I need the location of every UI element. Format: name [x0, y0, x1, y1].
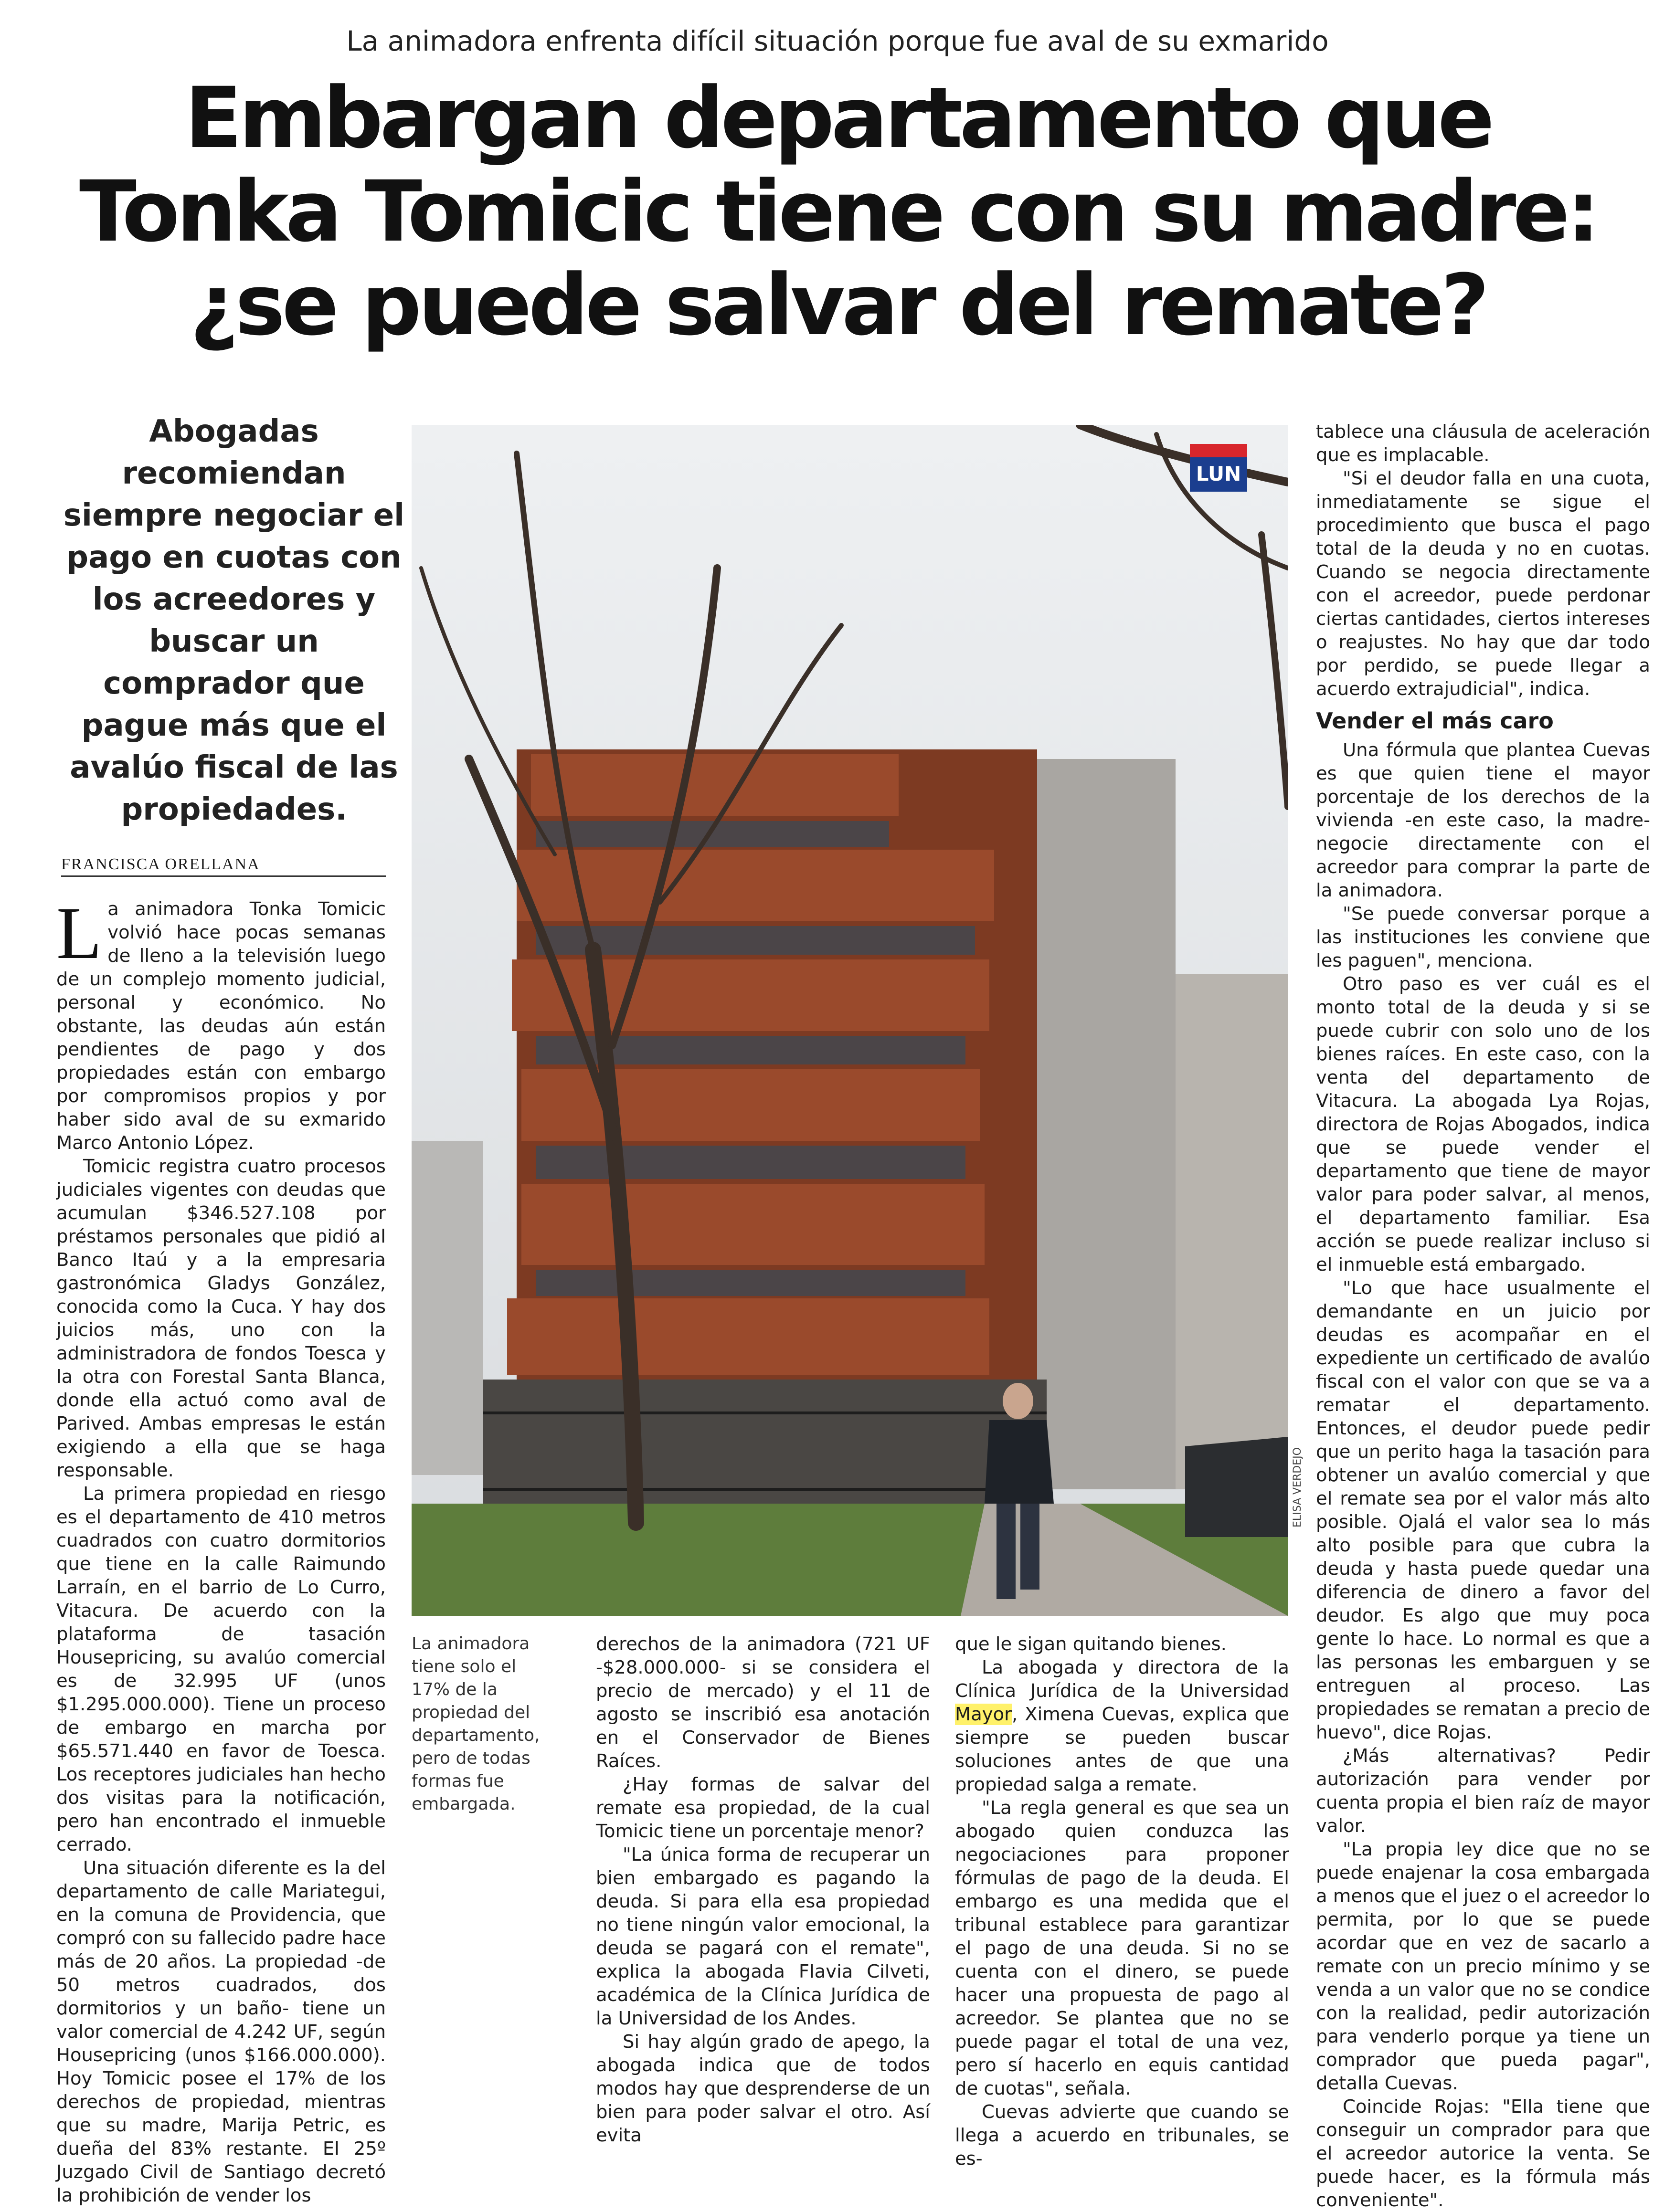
paragraph: La primera propiedad en riesgo es el departamento de 410 metros cuadrados con cuatro dormitorios que tiene en la calle Raimundo Larraín, en el barrio de Lo Curro, Vitacura. De acuerdo con la plataforma de tasación Housepricing, su avalúo comercial es de 32.995 UF (unos $1.295.000.000). Tiene un proceso de embargo en marcha por $65.571.440 en favor de Toesca. Los receptores judiciales han hecho dos visitas para la notificación, pero han encontrado el inmueble cerrado. — [56, 1483, 386, 1855]
paragraph: "La propia ley dice que no se puede enajenar la cosa embargada a menos que el juez o el acreedor lo permita, por lo que se puede acordar que en vez de sacarlo a remate con un precio mínimo y se venda a un valor que no se condice con la realidad, pedir autorización para venderlo porque ya tiene un comprador que pueda pagar", detalla Cuevas. — [1316, 1839, 1650, 2094]
kicker: La animadora enfrenta difícil situación porque fue aval de su exmarido — [346, 25, 1329, 57]
byline: FRANCISCA ORELLANA — [61, 855, 386, 877]
paragraph: "Se puede conversar porque a las instituciones les conviene que les paguen", menciona. — [1316, 903, 1650, 971]
paragraph: Si hay algún grado de apego, la abogada indica que de todos modos hay que desprenderse de un bien para poder salvar el otro. Así evita — [596, 2031, 930, 2146]
paragraph: Otro paso es ver cuál es el monto total de la deuda y si se puede cubrir con solo uno de los bienes raíces. En este caso, con la venta del departamento de Vitacura. La abogada Lya Rojas, directora de Rojas Abogados, indica que se puede vender el departamento que tiene de mayor valor para poder salvar, al menos, el departamento familiar. Esa acción se puede realizar incluso si el inmueble está embargado. — [1316, 973, 1650, 1275]
column-1 — [56, 892, 386, 2207]
lun-logo-text: LUN — [1196, 462, 1241, 485]
paragraph: Cuevas advierte que cuando se llega a acuerdo en tribunales, se es- — [955, 2101, 1289, 2170]
paragraph: que le sigan quitando bienes. — [955, 1633, 1227, 1655]
paragraph: La animadora Tonka Tomicic volvió hace pocas semanas de lleno a la televisión luego de un complejo momento judicial, personal y económico. No obstante, las deudas aún están pendientes de pago y dos propiedades están con embargo por compromisos propios y por haber sido aval de su exmarido Marco Antonio López. — [56, 892, 386, 1154]
photo-caption: La animadora tiene solo el 17% de la propiedad del departamento, pero de todas formas fue embargada. — [412, 1634, 540, 1814]
paragraph: ¿Más alternativas? Pedir autorización para vender por cuenta propia el bien raíz de mayor valor. — [1316, 1745, 1650, 1837]
photo-credit: ELISA VERDEJO — [1292, 1447, 1304, 1527]
building-photo — [412, 425, 1288, 1616]
highlighted-word: Mayor — [955, 1704, 1012, 1725]
subheading: Vender el más caro — [1316, 708, 1554, 734]
headline: Embargan departamento que Tonka Tomicic tiene con su madre: ¿se puede salvar del remate? — [79, 69, 1597, 354]
paragraph: "La regla general es que sea un abogado quien conduzca las negociaciones para proponer fórmulas de pago de la deuda. El embargo es una medida que el tribunal establece para garantizar el pago de una deuda. Si no se cuenta con el dinero, se puede hacer una propuesta de pago al acreedor. Se plantea que no se puede pagar el total de una vez, pero sí hacerlo en equis cantidad de cuotas", señala. — [955, 1797, 1289, 2099]
column-4 — [1316, 420, 1650, 2212]
paragraph: tablece una cláusula de aceleración que es implacable. — [1316, 421, 1650, 466]
paragraph: "Si el deudor falla en una cuota, inmediatamente se sigue el procedimiento que busca el pago total de la deuda y no en cuotas. Cuando se negocia directamente con el acreedor, puede perdonar ciertas cantidades, ciertos intereses o reajustes. No hay que dar todo por perdido, se puede llegar a acuerdo extrajudicial", indica. — [1316, 468, 1650, 700]
paragraph: "Lo que hace usualmente el demandante en un juicio por deudas es acompañar en el expediente un certificado de avalúo fiscal con el valor con que se va a rematar el departamento. Entonces, el deudor puede pedir que un perito haga la tasación para obtener un avalúo comercial y que el remate sea por el valor más alto posible. Ojalá el valor sea lo más alto posible para que cubra la deuda y hasta puede quedar una diferencia de dinero a favor del deudor. Es algo que muy poca gente lo hace. Lo normal es que a las personas les embarguen y se entreguen al proceso. Las propiedades se rematan a precio de huevo", dice Rojas. — [1316, 1277, 1650, 1743]
paragraph: Coincide Rojas: "Ella tiene que conseguir un comprador para que el acreedor autorice la venta. Se puede hacer, es la fórmula más conveniente". — [1316, 2096, 1650, 2211]
lun-logo — [1190, 444, 1247, 492]
paragraph: derechos de la animadora (721 UF -$28.000.000- si se considera el precio de mercado) y el 11 de agosto se inscribió esa anotación en el Conservador de Bienes Raíces. — [596, 1633, 930, 1772]
paragraph: Una situación diferente es la del departamento de calle Mariategui, en la comuna de Providencia, que compró con su fallecido padre hace más de 20 años. La propiedad -de 50 metros cuadrados, dos dormitorios y un baño- tiene un valor comercial de 4.242 UF, según Housepricing (unos $166.000.000). Hoy Tomicic posee el 17% de los derechos de propiedad, mientras que su madre, Marija Petric, es dueña del 83% restante. El 25º Juzgado Civil de Santiago decretó la prohibición de vender los — [56, 1857, 386, 2206]
paragraph: ¿Hay formas de salvar del remate esa propiedad, de la cual Tomicic tiene un porcentaje menor? — [596, 1774, 930, 1842]
deck: Abogadas recomiendan siempre negociar el pago en cuotas con los acreedores y buscar un comprador que pague más que el avalúo fiscal de las propiedades. — [63, 414, 405, 827]
column-3 — [955, 1633, 1289, 2170]
paragraph: Una fórmula que plantea Cuevas es que quien tiene el mayor porcentaje de los derechos de la vivienda -en este caso, la madre- negocie directamente con el acreedor para comprar la parte de la animadora. — [1316, 739, 1650, 901]
paragraph: "La única forma de recuperar un bien embargado es pagando la deuda. Si para ella esa propiedad no tiene ningún valor emocional, la deuda se pagará con el remate", explica la abogada Flavia Cilveti, académica de la Clínica Jurídica de la Universidad de los Andes. — [596, 1844, 930, 2029]
column-2 — [596, 1633, 930, 2147]
paragraph: La abogada y directora de la Clínica Jurídica de la Universidad Mayor, Ximena Cuevas, explica que siempre se pueden buscar soluciones antes de que una propiedad salga a remate. — [955, 1657, 1289, 1795]
paragraph: Tomicic registra cuatro procesos judiciales vigentes con deudas que acumulan $346.527.108 por préstamos personales que pidió al Banco Itaú y a la empresaria gastronómica Gladys González, conocida como la Cuca. Y hay dos juicios más, uno con la administradora de fondos Toesca y la otra con Forestal Santa Blanca, donde ella actuó como aval de Parived. Ambas empresas le están exigiendo a ella que se haga responsable. — [56, 1156, 386, 1481]
drop-cap: L — [56, 892, 102, 974]
